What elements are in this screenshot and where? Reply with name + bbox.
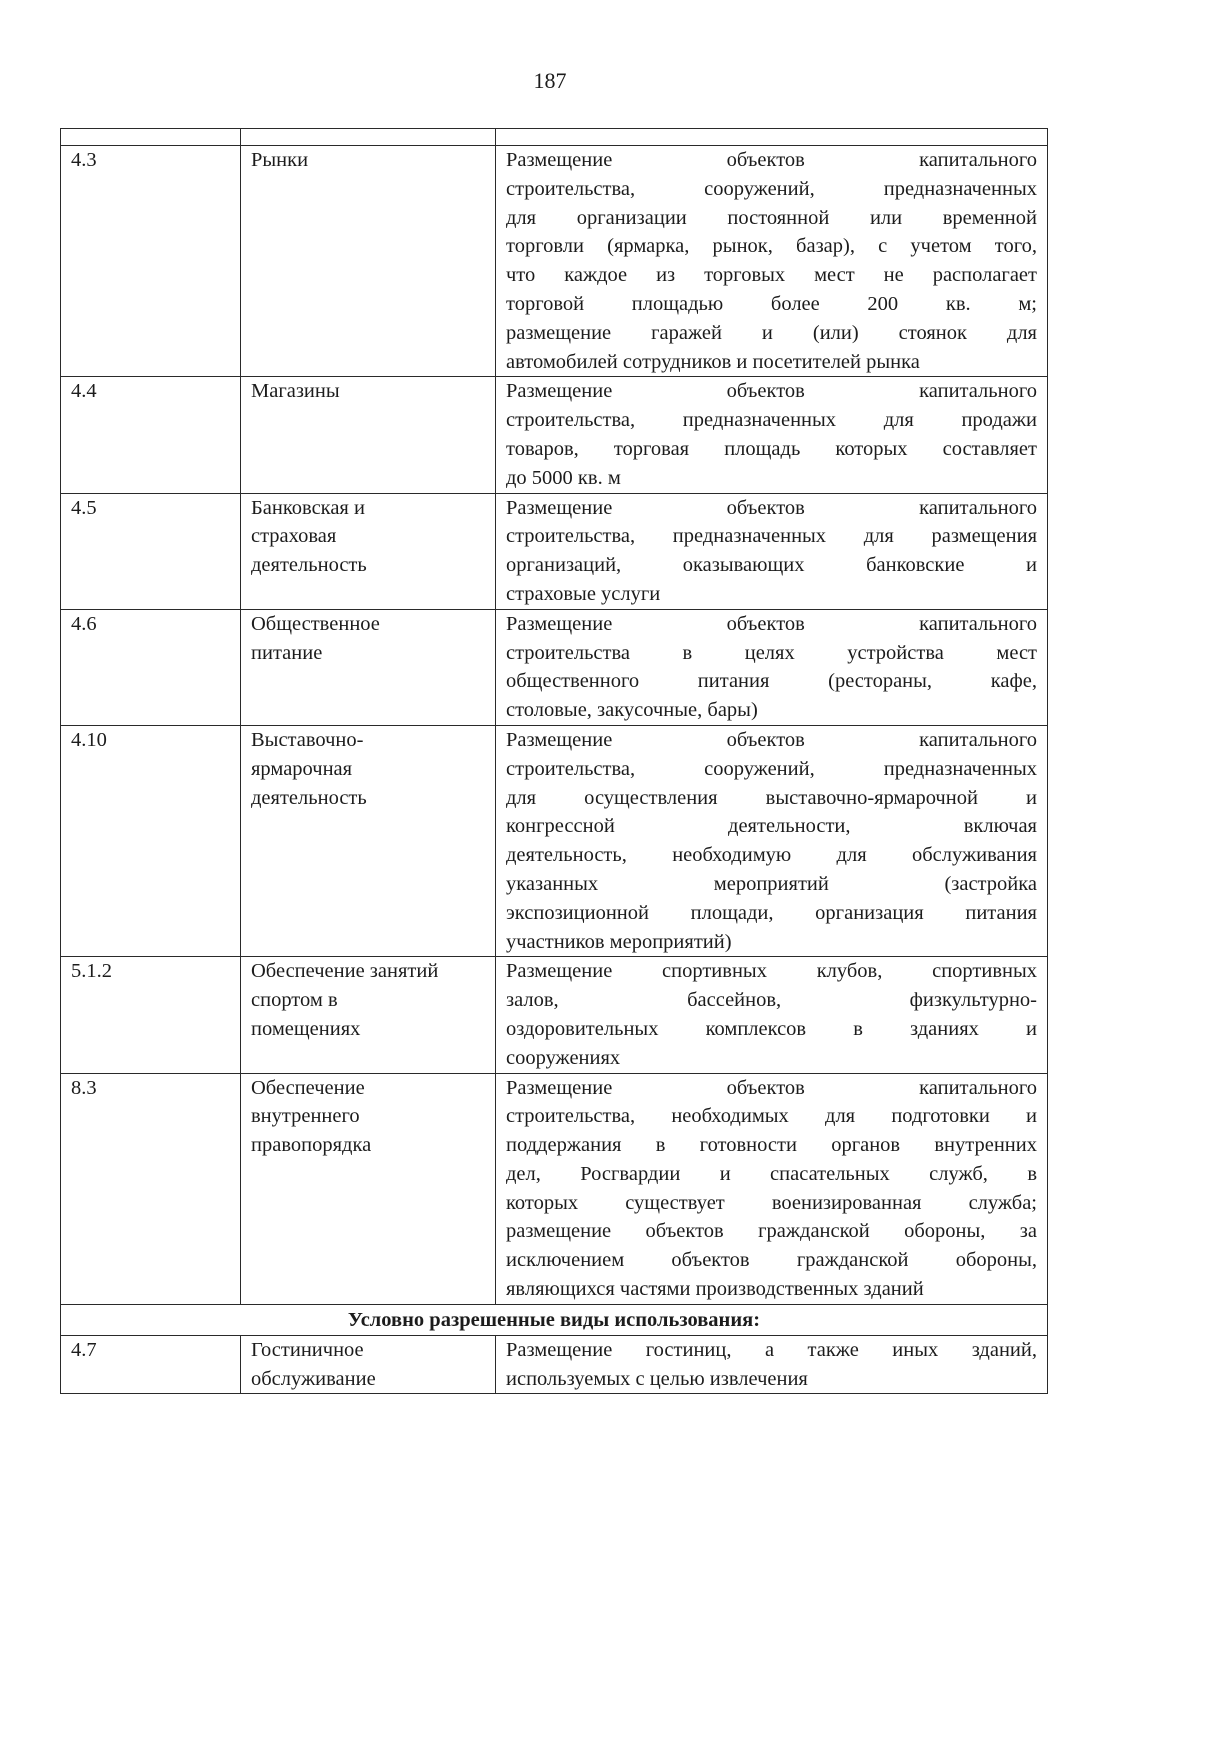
row-code: 5.1.2: [61, 957, 241, 1073]
name-line: страховая: [251, 525, 337, 548]
description-line: до 5000 кв. м: [506, 466, 621, 489]
name-line: Общественное: [251, 612, 380, 635]
description-line: организаций, оказывающих банковские и: [506, 554, 1037, 577]
row-name: [241, 609, 496, 725]
table-row: [61, 1335, 1048, 1394]
description-line: общественного питания (рестораны, кафе,: [506, 670, 1037, 693]
row-description: [496, 957, 1048, 1073]
description-line: Размещение объектов капитального: [506, 612, 1037, 635]
name-line: деятельность: [251, 786, 367, 809]
row-description: [496, 493, 1048, 609]
header-cell-name: [241, 129, 496, 146]
name-line: деятельность: [251, 554, 367, 577]
description-line: деятельность, необходимую для обслуживания: [506, 844, 1037, 867]
name-line: Банковская и: [251, 496, 365, 519]
row-description: [496, 609, 1048, 725]
row-name: [241, 377, 496, 493]
row-name: [241, 146, 496, 377]
row-description: [496, 1335, 1048, 1394]
name-line: питание: [251, 641, 323, 664]
row-code: 4.7: [61, 1335, 241, 1394]
name-line: Обеспечение: [251, 1076, 365, 1099]
table-row: [61, 957, 1048, 1073]
description-line: поддержания в готовности органов внутренних: [506, 1134, 1037, 1157]
description-line: строительства, предназначенных для размещения: [506, 525, 1037, 548]
description-line: строительства, предназначенных для продажи: [506, 409, 1037, 432]
description-line: для организации постоянной или временной: [506, 206, 1037, 229]
description-line: которых существует военизированная служба;: [506, 1191, 1037, 1214]
description-line: строительства, сооружений, предназначенных: [506, 177, 1037, 200]
header-cell-code: [61, 129, 241, 146]
table-row: [61, 1073, 1048, 1304]
description-line: конгрессной деятельности, включая: [506, 815, 1037, 838]
table-header-row: [61, 129, 1048, 146]
description-line: участников мероприятий): [506, 930, 732, 953]
description-line: строительства в целях устройства мест: [506, 641, 1037, 664]
description-line: являющихся частями производственных зданий: [506, 1278, 924, 1301]
name-line: Рынки: [251, 149, 309, 171]
table-row: [61, 146, 1048, 377]
description-line: Размещение гостиниц, а также иных зданий,: [506, 1338, 1037, 1361]
description-line: Размещение спортивных клубов, спортивных: [506, 960, 1037, 983]
name-line: внутреннего: [251, 1105, 360, 1128]
section-heading-row: [61, 1304, 1048, 1335]
row-code: 4.10: [61, 725, 241, 956]
row-name: [241, 725, 496, 956]
description-line: исключением объектов гражданской обороны,: [506, 1249, 1037, 1272]
description-line: строительства, необходимых для подготовки и: [506, 1105, 1037, 1128]
row-name: [241, 493, 496, 609]
row-name: [241, 1073, 496, 1304]
row-code: 4.3: [61, 146, 241, 377]
description-line: для осуществления выставочно-ярмарочной и: [506, 786, 1037, 809]
description-line: столовые, закусочные, бары): [506, 699, 758, 722]
description-line: торговли (ярмарка, рынок, базар), с учетом того,: [506, 235, 1037, 258]
description-line: размещение объектов гражданской обороны, за: [506, 1220, 1037, 1243]
page-number: 187: [533, 68, 567, 93]
name-line: правопорядка: [251, 1134, 372, 1157]
name-line: ярмарочная: [251, 757, 353, 780]
row-name: [241, 1335, 496, 1394]
row-code: 8.3: [61, 1073, 241, 1304]
land-use-table: [60, 128, 1048, 1394]
name-line: обслуживание: [251, 1367, 376, 1390]
description-line: экспозиционной площади, организация питания: [506, 901, 1037, 924]
table-row: [61, 725, 1048, 956]
section-heading: Условно разрешенные виды использования:: [61, 1304, 1048, 1335]
description-line: Размещение объектов капитального: [506, 496, 1037, 519]
name-line: Обеспечение занятий: [251, 960, 439, 983]
description-line: торговой площадью более 200 кв. м;: [506, 292, 1037, 315]
description-line: автомобилей сотрудников и посетителей рынка: [506, 350, 920, 373]
description-line: страховые услуги: [506, 582, 661, 605]
row-code: 4.5: [61, 493, 241, 609]
name-line: помещениях: [251, 1017, 361, 1040]
description-line: Размещение объектов капитального: [506, 380, 1037, 403]
row-description: [496, 377, 1048, 493]
row-description: [496, 1073, 1048, 1304]
description-line: дел, Росгвардии и спасательных служб, в: [506, 1162, 1037, 1185]
description-line: что каждое из торговых мест не располагает: [506, 264, 1037, 287]
name-line: Магазины: [251, 380, 340, 403]
description-line: размещение гаражей и (или) стоянок для: [506, 321, 1037, 344]
row-code: 4.6: [61, 609, 241, 725]
table-row: [61, 377, 1048, 493]
description-line: Размещение объектов капитального: [506, 149, 1037, 171]
description-line: используемых с целью извлечения: [506, 1367, 808, 1390]
description-line: Размещение объектов капитального: [506, 1076, 1037, 1099]
description-line: залов, бассейнов, физкультурно-: [506, 989, 1037, 1012]
row-code: 4.4: [61, 377, 241, 493]
name-line: Выставочно-: [251, 728, 364, 751]
table-row: [61, 493, 1048, 609]
name-line: спортом в: [251, 989, 338, 1012]
description-line: товаров, торговая площадь которых составляет: [506, 437, 1037, 460]
table-row: [61, 609, 1048, 725]
header-cell-description: [496, 129, 1048, 146]
description-line: указанных мероприятий (застройка: [506, 872, 1037, 895]
description-line: строительства, сооружений, предназначенных: [506, 757, 1037, 780]
row-description: [496, 725, 1048, 956]
description-line: оздоровительных комплексов в зданиях и: [506, 1017, 1037, 1040]
row-description: [496, 146, 1048, 377]
row-name: [241, 957, 496, 1073]
description-line: Размещение объектов капитального: [506, 728, 1037, 751]
description-line: сооружениях: [506, 1046, 621, 1069]
name-line: Гостиничное: [251, 1338, 364, 1361]
